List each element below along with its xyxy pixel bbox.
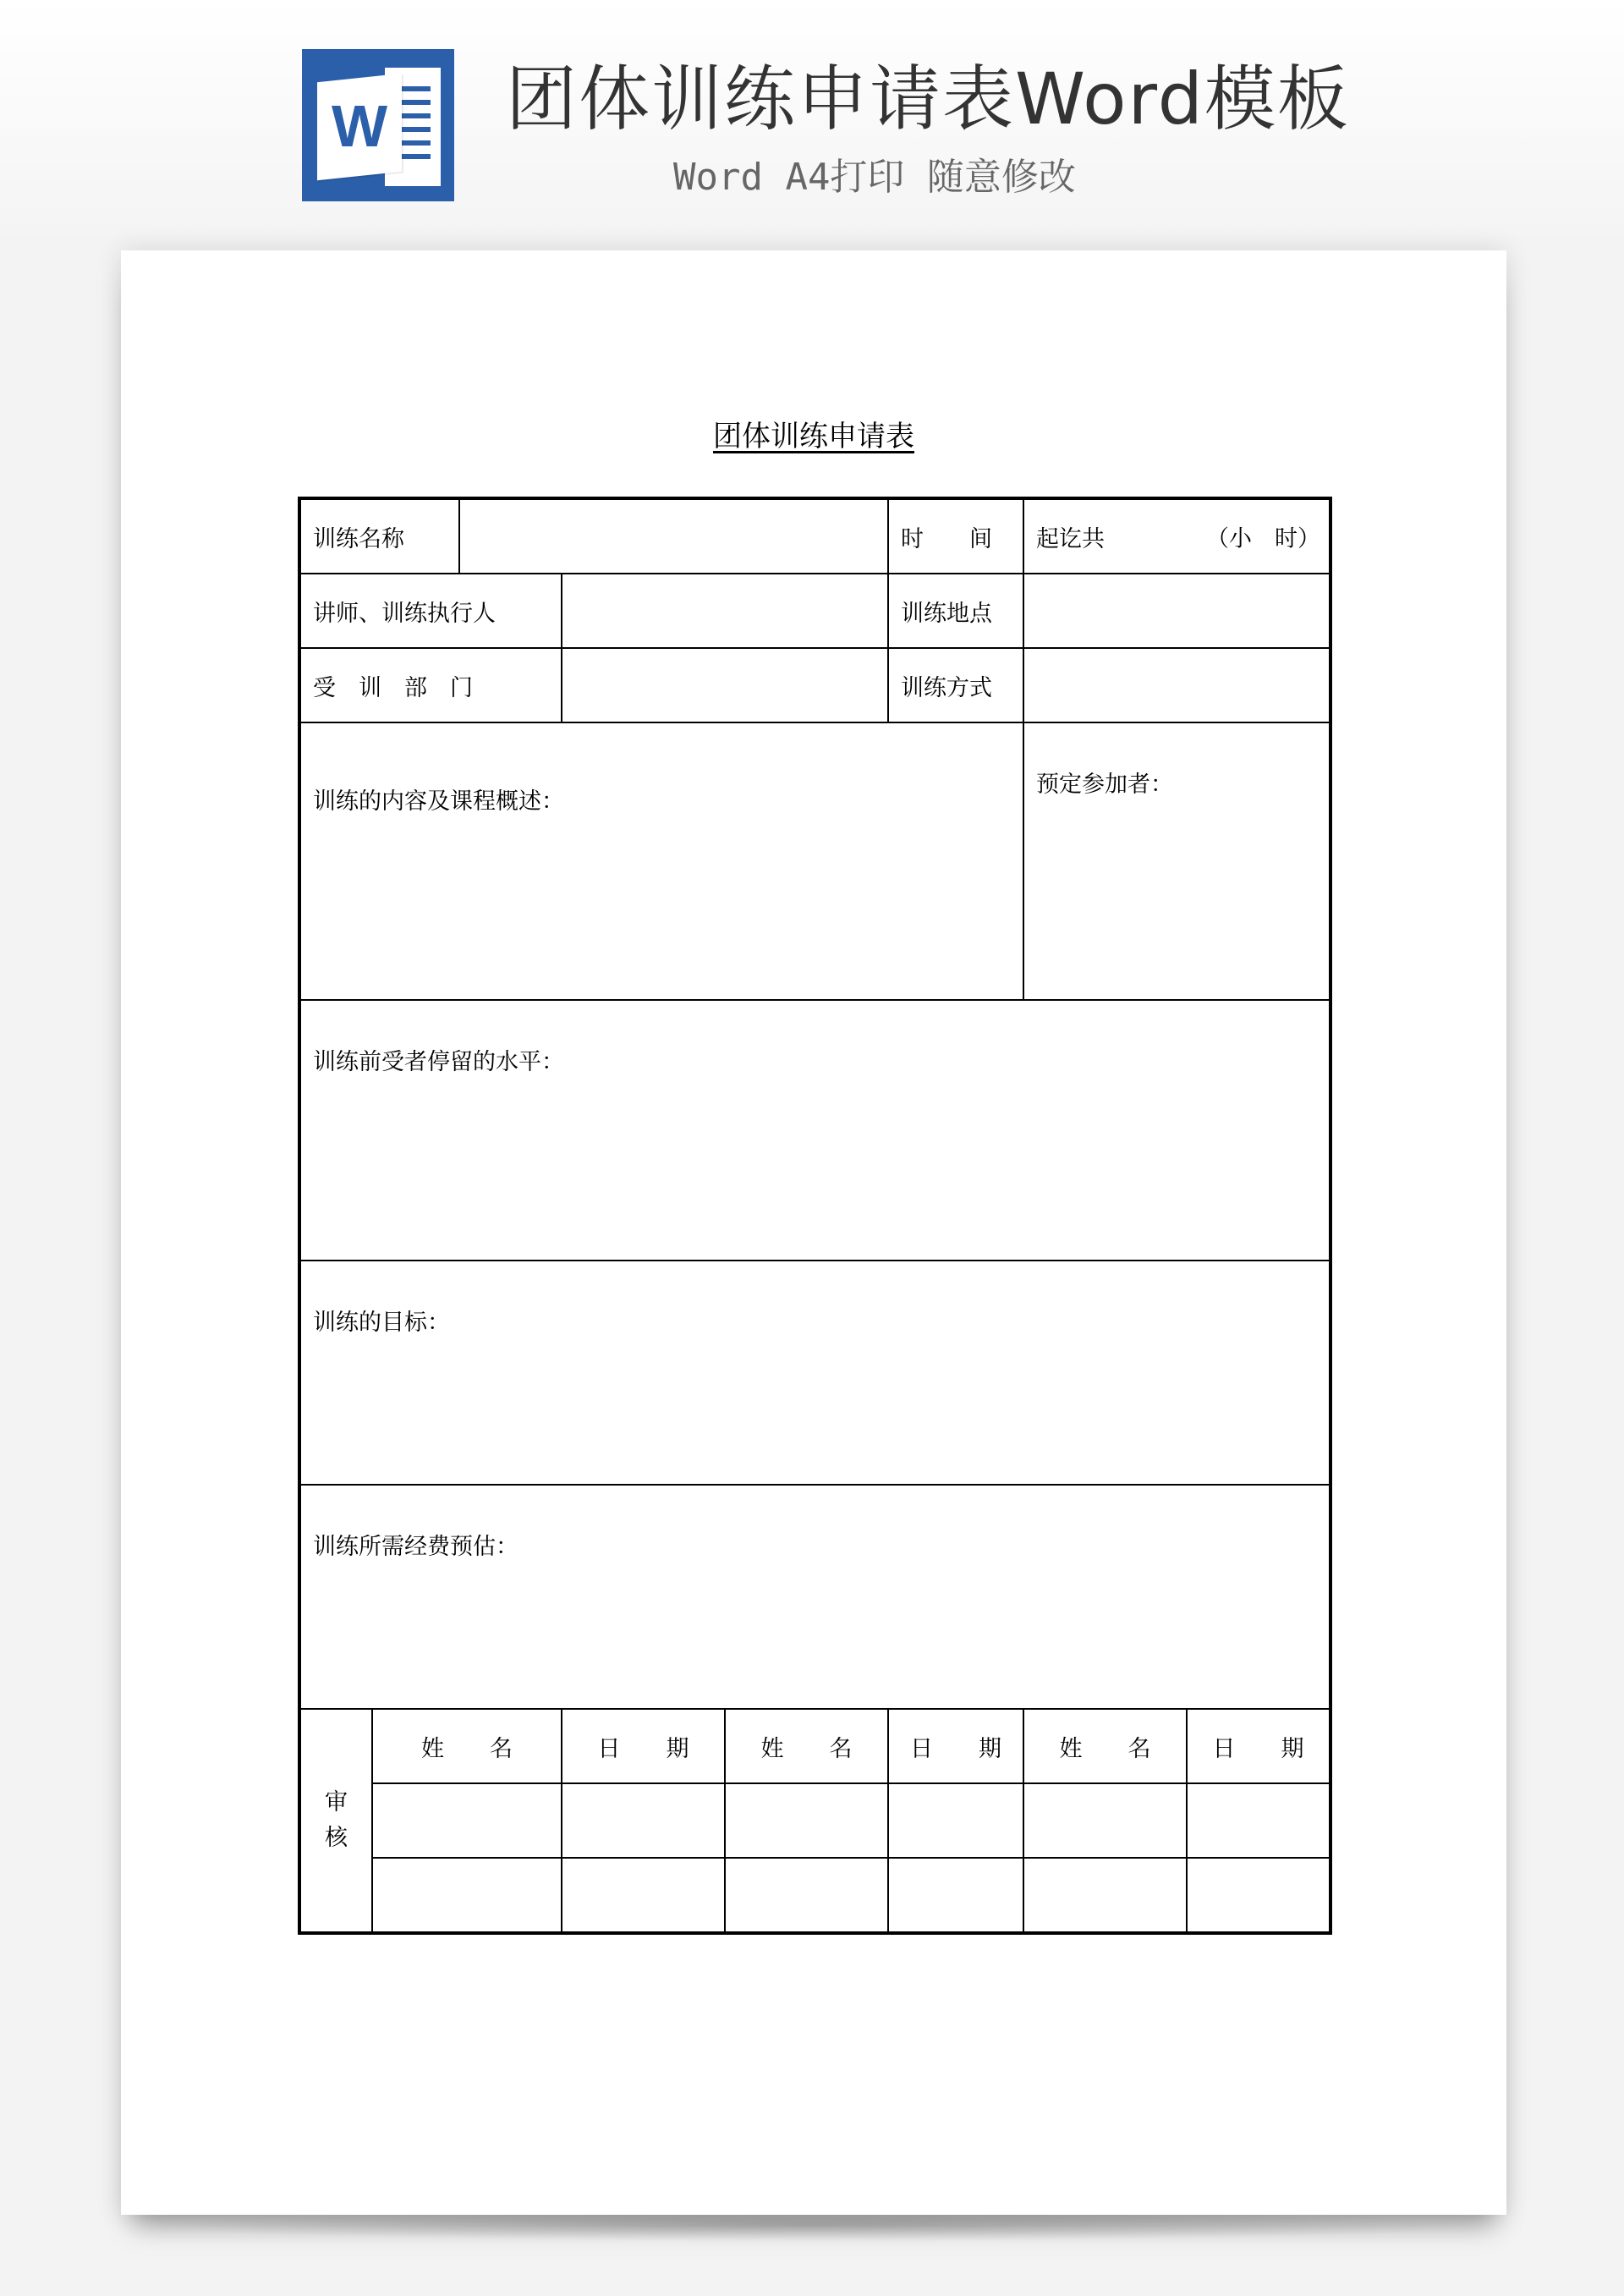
review-label-top: 审 (325, 1789, 348, 1815)
field-goal[interactable]: 训练的目标： (299, 1261, 1330, 1485)
label-lecturer: 讲师、训练执行人 (299, 574, 562, 648)
field-department[interactable] (562, 648, 888, 722)
field-participants[interactable]: 预定参加者： (1023, 722, 1330, 1000)
form-row-prior-level (299, 1000, 1330, 1261)
review-cell-date-1[interactable] (562, 1858, 725, 1933)
review-row-1 (299, 1783, 1330, 1858)
label-method: 训练方式 (888, 648, 1023, 722)
review-cell-date-1[interactable] (562, 1783, 725, 1858)
review-col-date-2: 日 期 (888, 1709, 1023, 1783)
label-location: 训练地点 (888, 574, 1023, 648)
review-cell-date-2[interactable] (888, 1783, 1023, 1858)
form-row-department (299, 648, 1330, 722)
field-time[interactable] (1023, 498, 1330, 574)
field-location[interactable] (1023, 574, 1330, 648)
label-training-name: 训练名称 (299, 498, 459, 574)
field-prior-level[interactable]: 训练前受者停留的水平： (299, 1000, 1330, 1261)
review-label-bottom: 核 (325, 1825, 348, 1851)
review-col-name-1: 姓 名 (372, 1709, 562, 1783)
form-row-training-name (299, 498, 1330, 574)
review-cell-date-3[interactable] (1187, 1783, 1330, 1858)
template-header (0, 0, 1624, 237)
review-col-name-3: 姓 名 (1023, 1709, 1187, 1783)
document-title (121, 418, 1506, 455)
label-time: 时 间 (888, 498, 1023, 574)
review-cell-name-1[interactable] (372, 1858, 562, 1933)
review-cell-date-3[interactable] (1187, 1858, 1330, 1933)
review-row-2 (299, 1858, 1330, 1933)
review-col-date-1: 日 期 (562, 1709, 725, 1783)
document-title-text: 团体训练申请表 (713, 420, 914, 453)
review-header-row (299, 1709, 1330, 1783)
word-logo-icon (302, 49, 454, 201)
form-row-lecturer (299, 574, 1330, 648)
time-hours-text: （小 时） (1206, 525, 1320, 552)
review-col-date-3: 日 期 (1187, 1709, 1330, 1783)
page-title: 团体训练申请表Word模板 (506, 58, 1350, 140)
application-form-table (298, 497, 1332, 1935)
review-cell-name-3[interactable] (1023, 1858, 1187, 1933)
field-training-name[interactable] (459, 498, 888, 574)
time-start-text: 起讫共 (1036, 525, 1105, 552)
form-row-goal (299, 1261, 1330, 1485)
label-department: 受 训 部 门 (299, 648, 562, 722)
review-col-name-2: 姓 名 (725, 1709, 888, 1783)
page-subtitle: Word A4打印 随意修改 (673, 156, 1076, 199)
review-cell-name-2[interactable] (725, 1783, 888, 1858)
form-row-budget (299, 1485, 1330, 1709)
field-content[interactable]: 训练的内容及课程概述： (299, 722, 1023, 1000)
form-row-content (299, 722, 1330, 1000)
field-budget[interactable]: 训练所需经费预估： (299, 1485, 1330, 1709)
review-cell-date-2[interactable] (888, 1858, 1023, 1933)
review-cell-name-3[interactable] (1023, 1783, 1187, 1858)
field-lecturer[interactable] (562, 574, 888, 648)
review-cell-name-2[interactable] (725, 1858, 888, 1933)
review-label (299, 1709, 372, 1933)
field-method[interactable] (1023, 648, 1330, 722)
review-cell-name-1[interactable] (372, 1783, 562, 1858)
document-page (121, 250, 1506, 2215)
word-logo-letter: W (331, 93, 388, 159)
